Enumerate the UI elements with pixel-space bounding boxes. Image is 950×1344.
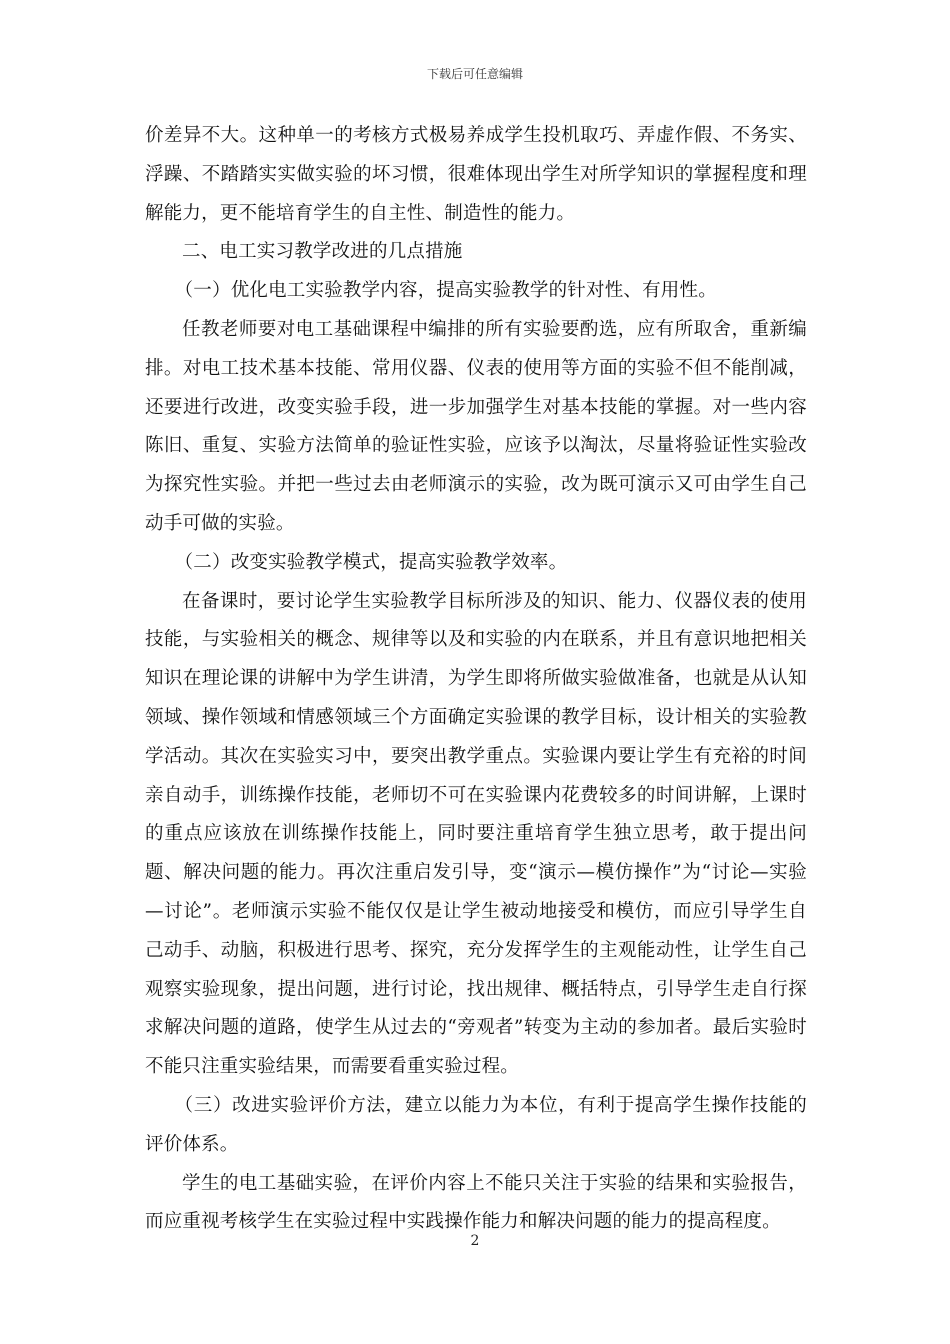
- document-body: [145, 117, 807, 1242]
- subsection-heading: （三）改进实验评价方法，建立以能力为本位，有利于提高学生操作技能的评价体系。: [145, 1094, 807, 1155]
- body-paragraph: 学生的电工基础实验，在评价内容上不能只关注于实验的结果和实验报告，而应重视考核学生在实验过程中实践操作能力和解决问题的能力的提高程度。: [145, 1172, 807, 1233]
- subsection-heading: （一）优化电工实验教学内容，提高实验教学的针对性、有用性。: [174, 280, 717, 302]
- section-heading: 二、电工实习教学改进的几点措施: [182, 241, 463, 263]
- subsection-heading: （二）改变实验教学模式，提高实验教学效率。: [174, 551, 568, 573]
- body-paragraph: 价差异不大。这种单一的考核方式极易养成学生投机取巧、弄虚作假、不务实、浮躁、不踏踏实实做实验的坏习惯，很难体现出学生对所学知识的掌握程度和理解能力，更不能培育学生的自主性、制造性的能力。: [145, 125, 807, 224]
- page-number: 2: [470, 1233, 480, 1249]
- body-paragraph: 任教老师要对电工基础课程中编排的所有实验要酌选，应有所取舍，重新编排。对电工技术基本技能、常用仪器、仪表的使用等方面的实验不但不能削减，还要进行改进，改变实验手段，进一步加强学生对基本技能的掌握。对一些内容陈旧、重复、实验方法简单的验证性实验，应该予以淘汰，尽量将验证性实验改为探究性实验。并把一些过去由老师演示的实验，改为既可演示又可由学生自己动手可做的实验。: [145, 318, 807, 534]
- body-paragraph: 在备课时，要讨论学生实验教学目标所涉及的知识、能力、仪器仪表的使用技能，与实验相关的概念、规律等以及和实验的内在联系，并且有意识地把相关知识在理论课的讲解中为学生讲清，为学生即将所做实验做准备，也就是从认知领域、操作领域和情感领域三个方面确定实验课的教学目标，设计相关的实验教学活动。其次在实验实习中，要突出教学重点。实验课内要让学生有充裕的时间亲自动手，训练操作技能，老师切不可在实验课内花费较多的时间讲解，上课时的重点应该放在训练操作技能上，同时要注重培育学生独立思考，敢于提出问题、解决问题的能力。再次注重启发引导，变“演示—模仿操作”为“讨论—实验—讨论”。老师演示实验不能仅仅是让学生被动地接受和模仿，而应引导学生自己动手、动脑，积极进行思考、探究，充分发挥学生的主观能动性，让学生自己观察实验现象，提出问题，进行讨论，找出规律、概括特点，引导学生走自行探求解决问题的道路，使学生从过去的“旁观者”转变为主动的参加者。最后实验时不能只注重实验结果，而需要看重实验过程。: [145, 590, 807, 1078]
- page-header: 下载后可任意编辑: [426, 67, 523, 81]
